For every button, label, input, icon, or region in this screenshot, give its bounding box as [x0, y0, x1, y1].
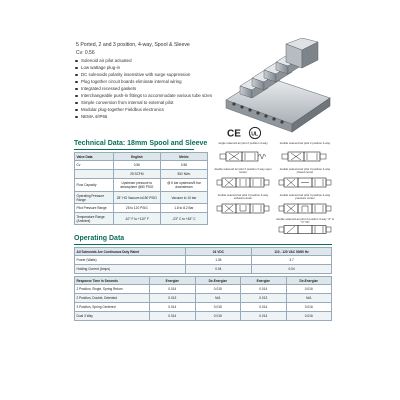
- table-cell: 2 Position, Double, Detented: [75, 294, 150, 303]
- table-cell: 0.015: [195, 285, 240, 294]
- table-header-cell: Energize: [241, 277, 286, 285]
- table-cell: 3 Position, Spring Centered: [75, 303, 150, 312]
- table-cell: Power (Watts): [75, 256, 186, 265]
- table-cell: 0.016: [286, 312, 332, 321]
- table-row: [75, 204, 208, 213]
- table-cell: Holding Current (Amps): [75, 265, 186, 274]
- symbol-caption: double solenoid air pilot 3 position 4-way pressure center: [279, 193, 331, 201]
- feature-item: Solenoid air pilot actuated: [74, 57, 224, 64]
- table-row: [75, 312, 332, 321]
- table-cell: 0.04: [252, 265, 332, 274]
- tech-data-title: Technical Data: 18mm Spool and Sleeve: [74, 140, 208, 147]
- table-header-cell: All Solenoids Are Continuous Duty Rated: [75, 248, 186, 256]
- table-cell: 28" HG Vacuum to150 PSIG: [113, 192, 160, 204]
- table-cell: 3.7: [252, 256, 332, 265]
- valve-symbol: [278, 225, 334, 235]
- table-cell: @ 6 bar upstream/5 bar downstream: [160, 179, 207, 192]
- feature-item: NEMA 4/IP65: [74, 113, 224, 120]
- valve-symbol: [218, 150, 268, 164]
- table-row: [75, 179, 208, 192]
- table-cell: 0.014: [150, 312, 195, 321]
- table-cell: 0.013: [150, 294, 195, 303]
- table-header-cell: Metric: [160, 153, 207, 161]
- table-header-row: [75, 153, 208, 161]
- table-cell: Upstream pressure to atmosphere @80 PSIG: [113, 179, 160, 192]
- table-header-cell: Energize: [150, 277, 195, 285]
- table-cell: 0.014: [150, 303, 195, 312]
- table-cell: Dual 3 Way: [75, 312, 150, 321]
- ul-mark: [249, 127, 260, 138]
- table-header-cell: De-Energize: [195, 277, 240, 285]
- table-cell: 0.014: [241, 285, 286, 294]
- table-row: [75, 285, 332, 294]
- table-cell: 0.56: [113, 161, 160, 170]
- tech-data-rule: [74, 149, 194, 150]
- certification-marks: [226, 126, 266, 140]
- table-cell: Vacuum to 10 bar: [160, 192, 207, 204]
- table-cell: N/A: [195, 294, 240, 303]
- table-cell: Temperature Range (Ambient): [75, 213, 114, 225]
- table-header-row: [75, 248, 332, 256]
- table-row: [75, 161, 208, 170]
- table-row: [75, 265, 332, 274]
- valve-symbol: [278, 202, 334, 216]
- feature-item: DC solenoids polarity insensitive with surge suppression: [74, 71, 224, 78]
- table-cell: Flow Capacity: [75, 179, 114, 192]
- valve-symbol: [216, 202, 272, 216]
- table-cell: 0.016: [286, 303, 332, 312]
- table-cell: 0.016: [286, 285, 332, 294]
- table-header-cell: Valve Data: [75, 153, 114, 161]
- ce-mark: [227, 129, 241, 140]
- table-cell: 0.015: [195, 303, 240, 312]
- symbol-caption: double solenoid air pilot 2 position 4-way: [279, 141, 331, 145]
- symbol-caption: double solenoid air pilot 3 position 4 way open center: [214, 167, 272, 175]
- table-cell: 0.013: [241, 294, 286, 303]
- feature-item: Modular plug-together Fieldbus electronics: [74, 106, 224, 113]
- table-row: [75, 256, 332, 265]
- table-cell: Cv: [75, 161, 114, 170]
- table-cell: 0.04: [185, 265, 252, 274]
- table-cell: 552 Nl/m: [160, 170, 207, 179]
- operating-data-table: [74, 247, 332, 274]
- symbol-caption: double solenoid air pilot 3 position 4-way closed center: [279, 167, 331, 175]
- table-row: [75, 192, 208, 204]
- table-cell: 0.015: [195, 312, 240, 321]
- table-row: [75, 170, 208, 179]
- table-row: [75, 303, 332, 312]
- table-header-cell: Response Time In Seconds: [75, 277, 150, 285]
- svg-text:CE: CE: [227, 128, 241, 140]
- table-cell: 25 SCFM: [113, 170, 160, 179]
- table-cell: N/A: [286, 294, 332, 303]
- table-cell: [75, 170, 114, 179]
- feature-item: Simple conversion from internal to external pilot: [74, 99, 224, 106]
- table-header-cell: English: [113, 153, 160, 161]
- valve-symbol: [216, 176, 272, 190]
- table-cell: 0.014: [241, 312, 286, 321]
- feature-item: Plug together circuit boards eliminate internal wiring: [74, 78, 224, 85]
- table-cell: 0.56: [160, 161, 207, 170]
- table-cell: 25 to 120 PSIG: [113, 204, 160, 213]
- table-header-cell: 24 VDC: [185, 248, 252, 256]
- valve-symbol: [278, 176, 334, 190]
- table-cell: Pilot Pressure Range: [75, 204, 114, 213]
- table-row: [75, 294, 332, 303]
- table-cell: 2 Position, Single, Spring Return: [75, 285, 150, 294]
- table-cell: 1.8 to 8.2 Bar: [160, 204, 207, 213]
- operating-data-title: Operating Data: [74, 235, 125, 242]
- feature-item: Integrated recessed gaskets: [74, 85, 224, 92]
- table-cell: 0.014: [241, 303, 286, 312]
- table-header-cell: 110 - 120 VAC 50/60 Hz: [252, 248, 332, 256]
- symbol-caption: double solenoid air pilot 3 position 4-way exhaust center: [217, 193, 269, 201]
- svg-text:UL: UL: [251, 131, 259, 138]
- feature-item: Low wattage plug-in: [74, 64, 224, 71]
- table-header-cell: De-Energize: [286, 277, 332, 285]
- valve-symbols-panel: [214, 142, 334, 234]
- table-cell: Operating Pressure Range: [75, 192, 114, 204]
- product-title: 5 Ported, 2 and 3 position, 4-way, Spool & Sleeve: [76, 42, 190, 48]
- valve-symbol: [280, 150, 330, 164]
- table-cell: -10° F to +110° F: [113, 213, 160, 225]
- table-cell: -23° C to +45° C: [160, 213, 207, 225]
- feature-list: [74, 57, 224, 120]
- table-row: [75, 213, 208, 225]
- operating-data-rule: [74, 244, 332, 245]
- table-header-row: [75, 277, 332, 285]
- table-cell: 1.35: [185, 256, 252, 265]
- table-cell: 0.014: [150, 285, 195, 294]
- valve-manifold-image: [222, 38, 334, 134]
- feature-item: Interchangeable push-in fittings to accommodate various tube sizes: [74, 92, 224, 99]
- symbol-caption: single solenoid air pilot 2 position 4-way: [218, 141, 268, 145]
- tech-data-table: [74, 152, 208, 225]
- response-time-table: [74, 276, 332, 321]
- symbol-caption: double solenoid air pilot 2 position 3-way "A" & "C" NC: [276, 217, 334, 225]
- cv-rating: Cv: 0.56: [76, 50, 95, 56]
